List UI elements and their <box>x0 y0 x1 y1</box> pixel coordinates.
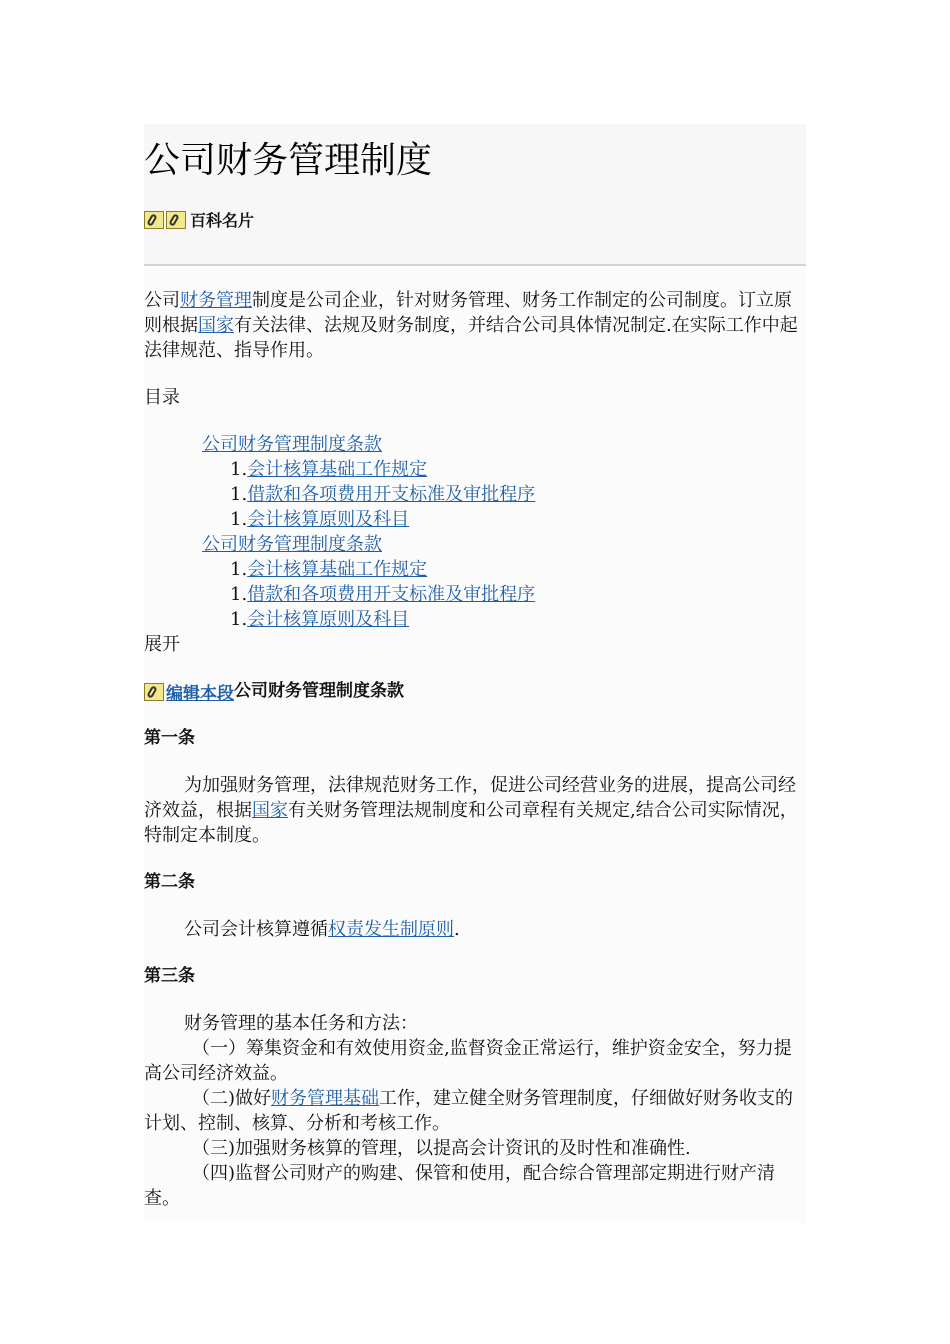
card-label: 百科名片 <box>190 211 255 230</box>
article-paragraph <box>144 917 806 942</box>
article-heading: 第二条 <box>144 872 195 892</box>
article-heading: 第三条 <box>144 966 195 986</box>
toc-number: 1. <box>230 584 248 605</box>
toc-link[interactable]: 公司财务管理制度条款 <box>202 534 382 555</box>
article-paragraph <box>144 773 806 848</box>
edit-section-link[interactable]: 编辑本段 <box>166 684 234 704</box>
toc-number: 1. <box>230 509 248 530</box>
article-list-item <box>144 1086 806 1136</box>
toc-subitem[interactable] <box>144 582 806 607</box>
toc-subitem[interactable] <box>144 557 806 582</box>
toc-label: 目录 <box>144 387 180 408</box>
article-list-item: （一）筹集资金和有效使用资金,监督资金正常运行，维护资金安全，努力提高公司经济效益。 <box>144 1038 792 1084</box>
toc-subitem[interactable] <box>144 507 806 532</box>
intro-text: 公司 <box>144 290 180 311</box>
page-title: 公司财务管理制度 <box>144 140 433 181</box>
link-financial-basics[interactable]: 财务管理基础 <box>271 1088 380 1109</box>
toc-number: 1. <box>230 609 248 630</box>
toc-subitem[interactable] <box>144 482 806 507</box>
edit-icon-2[interactable] <box>166 211 186 229</box>
article-header <box>144 124 806 266</box>
toc-link[interactable]: 会计核算基础工作规定 <box>247 459 428 480</box>
para-text: 为加强财务管理，法律规范财务工作，促进公司经营业务的进展，提高公司经济效益，根据 <box>144 775 796 821</box>
para-text: 工作，建立健全财务管理制度，仔细做好财务收支的计划、控制、核算、分析和考核工作。 <box>144 1088 794 1134</box>
intro-paragraph <box>144 288 806 363</box>
toc-link[interactable]: 借款和各项费用开支标准及审批程序 <box>247 584 536 605</box>
para-text: 有关财务管理法规制度和公司章程有关规定,结合公司实际情况，特制定本制度。 <box>144 800 798 846</box>
toc-link[interactable]: 会计核算基础工作规定 <box>247 559 428 580</box>
article-body <box>144 266 806 1223</box>
para-text: 公司会计核算遵循 <box>184 919 328 940</box>
toc-subitem[interactable] <box>144 607 806 632</box>
toc-item[interactable] <box>144 532 806 557</box>
toc-number: 1. <box>230 559 248 580</box>
section-heading-row <box>144 679 806 704</box>
article-list-item: （三)加强财务核算的管理，以提高会计资讯的及时性和准确性. <box>192 1138 691 1159</box>
toc-subitem[interactable] <box>144 457 806 482</box>
toc-link[interactable]: 公司财务管理制度条款 <box>202 434 382 455</box>
toc-link[interactable]: 会计核算原则及科目 <box>247 509 410 530</box>
intro-text: 有关法律、法规及财务制度，并结合公司具体情况制定.在实际工作中起法律规范、指导作用。 <box>144 315 798 361</box>
toc-item[interactable] <box>144 432 806 457</box>
link-country[interactable]: 国家 <box>252 800 288 821</box>
card-row <box>144 208 254 231</box>
article-list-item: （四)监督公司财产的购建、保管和使用，配合综合管理部定期进行财产清查。 <box>144 1163 776 1209</box>
toc-link[interactable]: 会计核算原则及科目 <box>247 609 410 630</box>
section-title: 公司财务管理制度条款 <box>234 681 404 701</box>
intro-text: 制度是公司企业，针对财务管理、财务工作制定的公司制度。订立原则根据 <box>144 290 792 336</box>
link-financial-management[interactable]: 财务管理 <box>180 290 252 311</box>
para-text: . <box>454 919 460 940</box>
table-of-contents <box>144 432 806 632</box>
para-text: （二)做好 <box>192 1088 272 1109</box>
link-accrual-principle[interactable]: 权责发生制原则 <box>328 919 454 940</box>
edit-section-icon[interactable] <box>144 683 164 701</box>
article-page <box>144 124 806 1223</box>
toc-link[interactable]: 借款和各项费用开支标准及审批程序 <box>247 484 536 505</box>
expand-toggle[interactable]: 展开 <box>144 634 180 655</box>
toc-number: 1. <box>230 484 248 505</box>
toc-number: 1. <box>230 459 248 480</box>
article-paragraph: 财务管理的基本任务和方法： <box>184 1013 418 1034</box>
article-heading: 第一条 <box>144 728 195 748</box>
edit-icon[interactable] <box>144 211 164 229</box>
link-country[interactable]: 国家 <box>198 315 234 336</box>
